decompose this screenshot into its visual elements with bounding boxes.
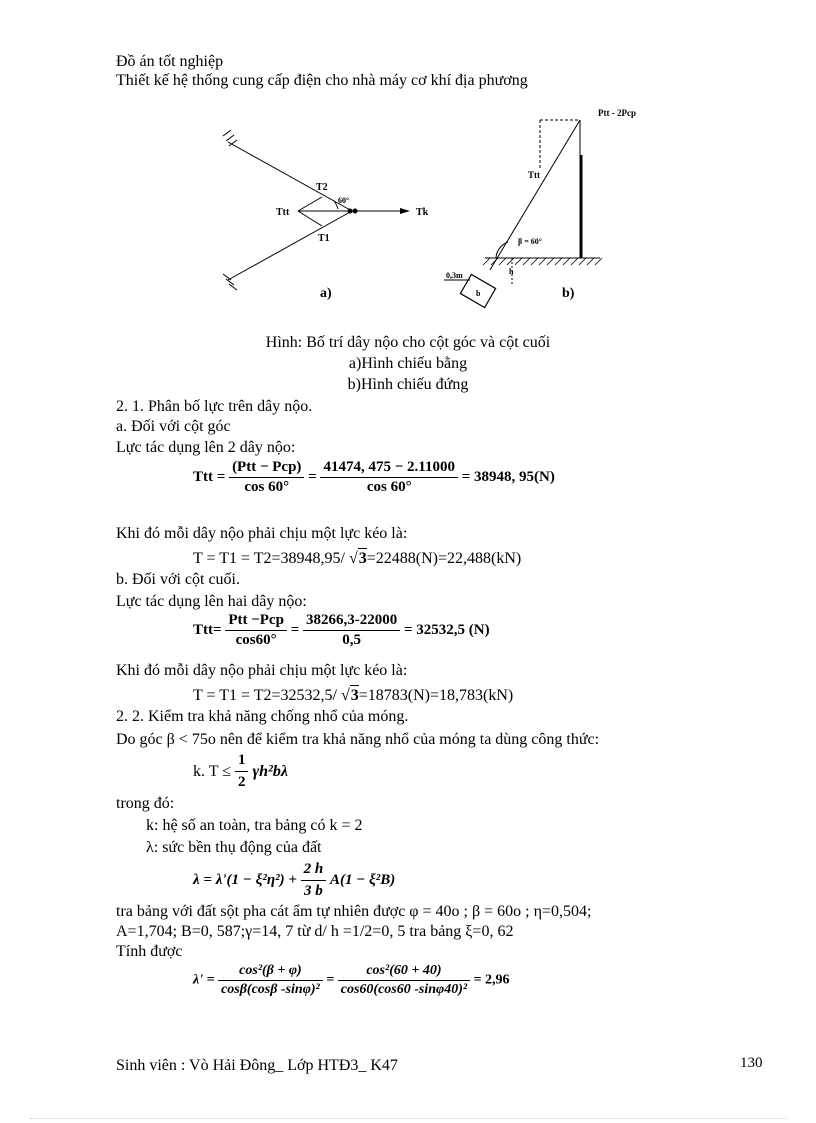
caption-a: a) [320,286,332,301]
label-t2: T2 [316,182,328,193]
doc-header-title: Đồ án tốt nghiệp [116,53,224,70]
computed-label: Tính được [116,943,183,960]
eq1-frac2: $\frac{41474, 475 - 2.11000}{\cos 60^\circ}$ [320,459,457,496]
section-2-1-a-intro: Lực tác dụng lên 2 dây nộo: [116,439,296,456]
eq1-frac1: $\frac{\text{(Ptt − Pcp)}}{\cos 60^\circ}$ [229,459,304,496]
figure-b [444,120,602,308]
figure-caption-b: b)Hình chiếu đứng [347,376,469,393]
figure-caption: Hình: Bố trí dây nộo cho cột góc và cột cuối [265,334,551,351]
equation-lambda-prime: λ' = $\frac{\text{cos²(β + φ)}}{\text{cosβ(cosβ -sinφ)²}}$ = $\frac{\text{cos²(60 + 40)}}{\text{cos60(cos60 -sinφ40)²}}$ = 2,96 [193,963,510,997]
equation-lambda: λ = λ'(1 − ξ²η²) + $\frac{2 h}{3 b}$ A(1 − ξ²B) [193,861,396,899]
section-2-1-a-text: Khi đó mỗi dây nộo phải chịu một lực kéo là: [116,525,408,542]
label-ttt-b: Ttt [528,170,540,180]
equation-pullout: k. T ≤ $\frac{1}{2}$ γh²bλ [193,752,288,790]
eq2-frac2: $\frac{38266,3-22000}{0,5}$ [303,612,400,649]
section-2-1-b-intro: Lực tác dụng lên hai dây nộo: [116,593,307,610]
label-h: h [509,267,514,276]
label-force-top: Ptt - 2Pcp [598,108,636,118]
table-values-line2: A=1,704; B=0, 587;γ=14, 7 từ d/ h =1/2=0, 5 tra bảng ξ=0, 62 [116,923,514,940]
eq2-frac1: $\frac{\text{Ptt −Pcp}}{\cos 60^\circ}$ [225,612,287,649]
equation-ttt-corner: Ttt = $\frac{\text{(Ptt − Pcp)}}{\cos 60^\circ}$ = $\frac{41474, 475 - 2.11000}{\cos 60^\circ}$ = 38948, 95(N) [193,459,555,495]
section-2-1-b-text: Khi đó mỗi dây nộo phải chịu một lực kéo là: [116,662,408,679]
footer-student: Sinh viên : Vò Hải Đông_ Lớp HTĐ3_ K47 [116,1057,398,1074]
equation-ttt-end: Ttt= $\frac{\text{Ptt −Pcp}}{\cos 60^\circ}$ = $\frac{38266,3-22000}{0,5}$ = 32532,5 (N) [193,612,490,648]
k-definition: k: hệ số an toàn, tra bảng có k = 2 [146,817,363,834]
label-t1: T1 [318,233,330,244]
label-ttt-a: Ttt [276,207,290,218]
page-bottom-divider [30,1118,786,1119]
label-beta: β = 60° [518,237,542,246]
section-2-2-intro: Do góc β < 75o nên để kiểm tra khả năng nhổ của móng ta dùng công thức: [116,731,600,748]
section-2-2-heading: 2. 2. Kiểm tra khả năng chống nhổ của móng. [116,708,409,725]
figure-caption-a: a)Hình chiếu bằng [348,355,468,372]
lambda-definition: λ: sức bền thụ động của đất [146,839,322,856]
section-2-1-a-heading: a. Đối với cột góc [116,418,231,435]
doc-header-subtitle: Thiết kế hệ thống cung cấp điện cho nhà máy cơ khí địa phương [116,72,528,89]
section-2-1-b-heading: b. Đối với cột cuối. [116,571,240,588]
eq1-lhs: Ttt [193,468,213,485]
figure-a [223,130,400,290]
label-b-block: b [476,289,481,298]
caption-b: b) [562,286,575,301]
label-angle-60: 60° [338,196,350,205]
table-values-line1: tra bảng với đất sột pha cát ẩm tự nhiên được φ = 40o ; β = 60o ; η=0,504; [116,903,592,920]
label-tk: Tk [416,207,429,218]
section-2-1-heading: 2. 1. Phân bố lực trên dây nộo. [116,398,313,415]
anchor-diagram [0,0,816,320]
section-2-1-a-result: T = T1 = T2=38948,95/ √3=22488(N)=22,488(kN) [193,550,522,567]
page-number: 130 [740,1055,763,1071]
section-2-1-b-result: T = T1 = T2=32532,5/ √3=18783(N)=18,783(kN) [193,687,514,704]
eq1-result: = 38948, 95(N) [461,468,555,485]
where-label: trong đó: [116,795,175,812]
label-0-3m: 0,3m [446,271,463,280]
